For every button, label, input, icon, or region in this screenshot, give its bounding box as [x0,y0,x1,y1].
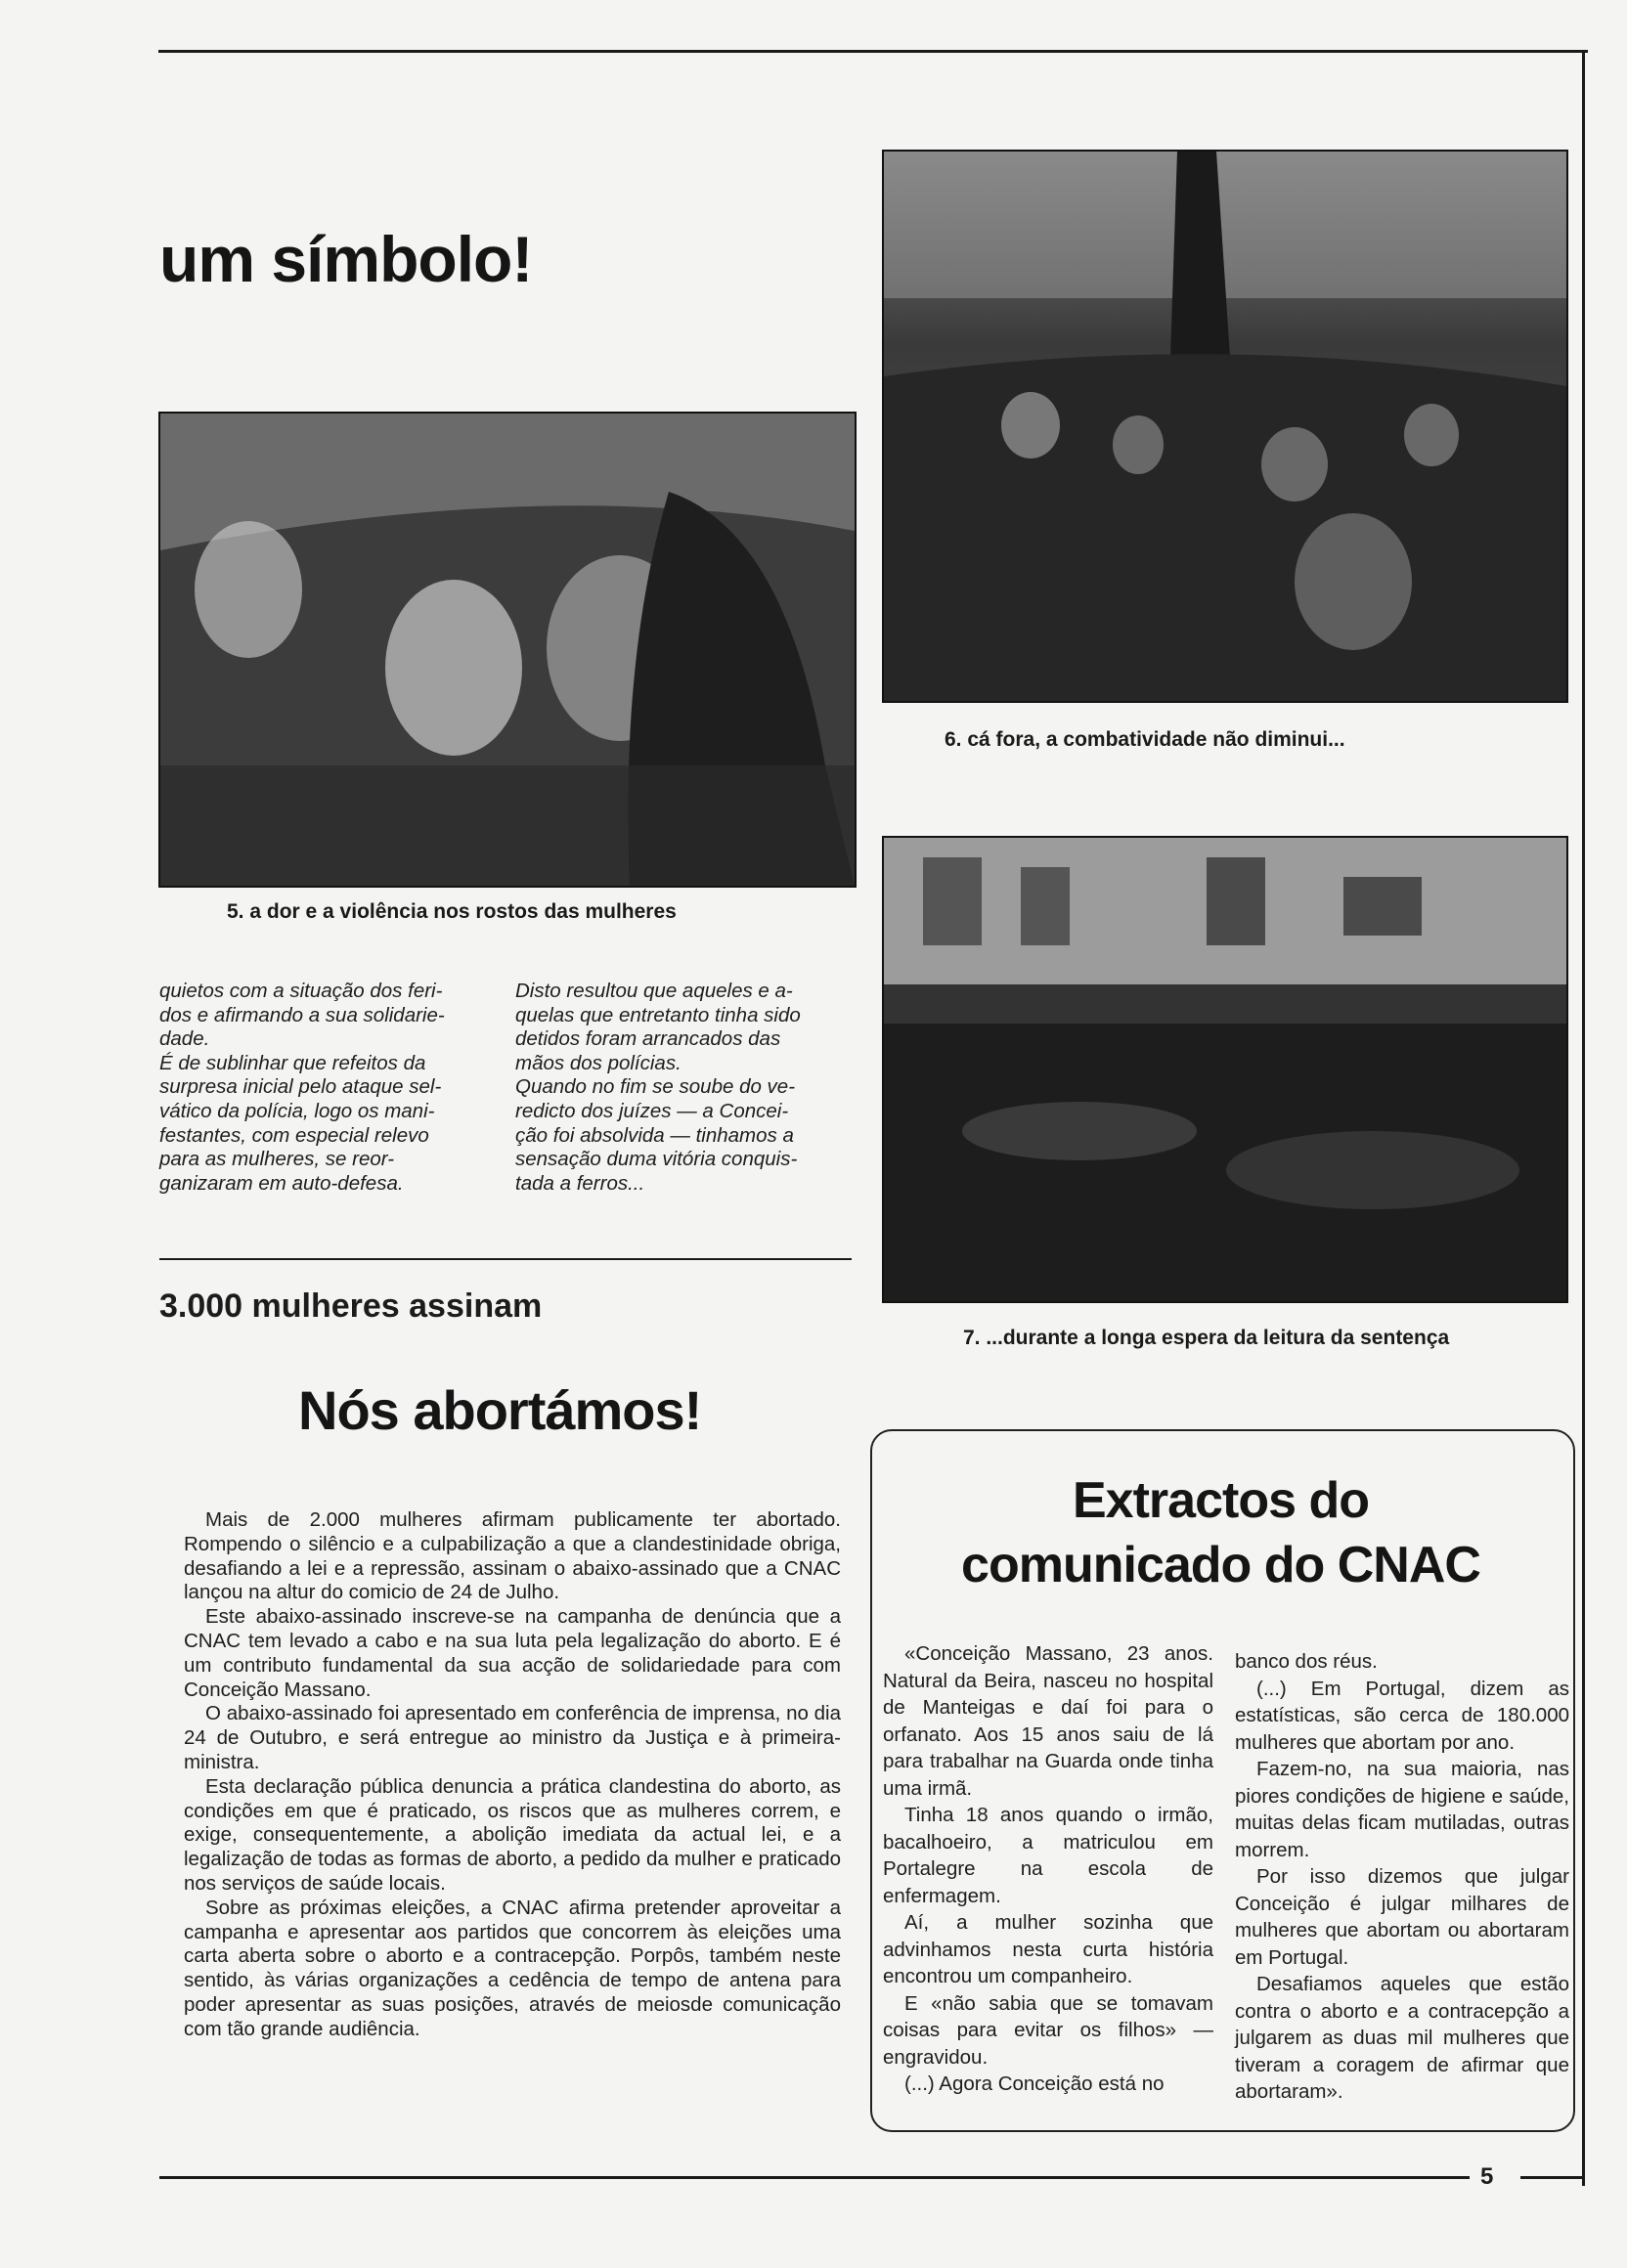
paragraph: Desafiamos aqueles que estão contra o aborto e a contracepção a julgarem as duas mil mulheres que tiveram a coragem de afirmar que abortaram». [1235,1973,1569,2103]
italic-line: quelas que entretanto tinha sido [515,1003,801,1026]
italic-line: dade. [159,1027,210,1051]
italic-line: Disto resultou que aqueles e a- [515,980,793,1002]
paragraph: Tinha 18 anos quando o irmão, bacalhoeiro, a matriculou em Portalegre na escola de enfermagem. [883,1804,1213,1907]
caption-photo-5: 5. a dor e a violência nos rostos das mulheres [227,900,677,923]
article-2-headline-line-1: Extractos do [1073,1472,1369,1529]
article-1-body [184,1508,841,2042]
photo-7-crowd-waiting [882,836,1568,1303]
paragraph: Aí, a mulher sozinha que advinhamos nesta curta história encontrou um companheiro. [883,1911,1213,1987]
page-number: 5 [1480,2163,1494,2190]
italic-line: vático da polícia, logo os mani- [159,1099,435,1122]
caption-photo-7: 7. ...durante a longa espera da leitura da sentença [963,1327,1450,1349]
paragraph: O abaixo-assinado foi apresentado em conferência de imprensa, no dia 24 de Outubro, e será entregue ao ministro da Justiça e à primeira-ministra. [184,1702,841,1773]
caption-photo-6: 6. cá fora, a combatividade não diminui... [945,728,1345,751]
italic-line: ganizaram em auto-defesa. [159,1171,404,1195]
italic-line: quietos com a situação dos feri- [159,980,443,1002]
photo-5-women-faces [158,412,857,888]
italic-line: É de sublinhar que refeitos da [159,1051,426,1074]
italic-text-col-1 [159,980,492,1196]
italic-line: sensação duma vitória conquis- [515,1148,798,1171]
paragraph: (...) Em Portugal, dizem as estatísticas, são cerca de 180.000 mulheres que abortam por ano. [1235,1677,1569,1754]
article-1-headline: Nós abortámos! [298,1379,702,1441]
section-divider [159,1258,852,1260]
paragraph: Por isso dizemos que julgar Conceição é julgar milhares de mulheres que abortam ou abortaram em Portugal. [1235,1865,1569,1969]
italic-line: para as mulheres, se reor- [159,1148,395,1171]
paragraph: Mais de 2.000 mulheres afirmam publicamente ter abortado. Rompendo o silêncio e a culpabilização a que a clandestinidade obriga, desafiando a lei e a repressão, assinam o abaixo-assinado que a CNAC lançou na altur do comicio de 24 de Julho. [184,1508,841,1604]
paragraph: Esta declaração pública denuncia a prática clandestina do aborto, as condições em que é praticado, os riscos que as mulheres correm, e exige, consequentemente, a abolição imediata da actual lei, e a legalização de todas as formas de aborto, a pedido da mulher e praticado nos serviços de saúde locais. [184,1774,841,1895]
top-rule [158,50,1588,53]
italic-line: ção foi absolvida — tinhamos a [515,1123,794,1147]
italic-line: surpresa inicial pelo ataque sel- [159,1075,442,1099]
italic-line: tada a ferros... [515,1171,645,1195]
italic-line: mãos dos polícias. [515,1051,682,1074]
paragraph: Fazem-no, na sua maioria, nas piores condições de higiene e saúde, muitas delas ficam mutiladas, outras morrem. [1235,1758,1569,1861]
paragraph: «Conceição Massano, 23 anos. Natural da Beira, nasceu no hospital de Manteigas e daí foi para o orfanato. Aos 15 anos saiu de lá para trabalhar na Guarda onde tinha uma irmã. [883,1642,1213,1800]
article-2-headline-line-2: comunicado do CNAC [961,1537,1480,1593]
page-title: um símbolo! [159,223,533,295]
article-2-col-1 [883,1640,1213,2098]
right-frame-rule [1582,50,1585,2186]
photo-6-crowd-outside [882,150,1568,703]
paragraph: (...) Agora Conceição está no [904,2072,1165,2095]
article-2-col-2 [1235,1648,1569,2106]
italic-line: detidos foram arrancados das [515,1027,781,1051]
footer-rule-right [1520,2176,1585,2179]
paragraph: E «não sabia que se tomavam coisas para evitar os filhos» — engravidou. [883,1991,1213,2069]
article-1-kicker: 3.000 mulheres assinam [159,1287,543,1325]
paragraph: banco dos réus. [1235,1650,1378,1673]
paragraph: Este abaixo-assinado inscreve-se na campanha de denúncia que a CNAC tem levado a cabo e na sua luta pela legalização do aborto. E é um contributo fundamental da sua acção de solidariedade para com Conceição Massano. [184,1605,841,1701]
article-2-headline [870,1468,1571,1597]
italic-text-col-2 [515,980,853,1196]
paragraph: Sobre as próximas eleições, a CNAC afirma pretender aproveitar a campanha e apresentar aos partidos que concorrem às eleições uma carta aberta sobre o aborto e a contracepção. Porpôs, também neste sentido, às várias organizações a cedência de tempo de antena para poder apresentar as suas posições, através de meiosde comunicação com tão grande audiência. [184,1896,841,2040]
italic-line: redicto dos juízes — a Concei- [515,1099,789,1122]
footer-rule-left [159,2176,1470,2179]
italic-line: festantes, com especial relevo [159,1123,429,1147]
italic-line: Quando no fim se soube do ve- [515,1075,796,1099]
italic-line: dos e afirmando a sua solidarie- [159,1003,445,1026]
